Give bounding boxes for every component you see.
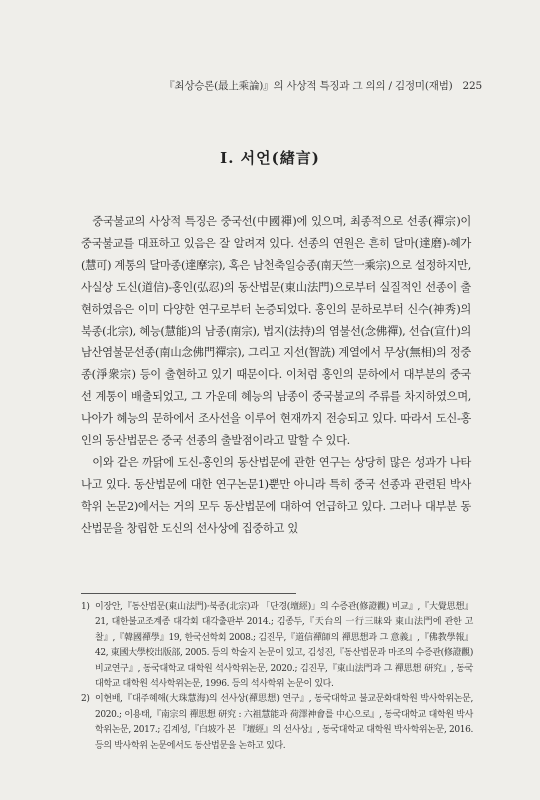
footnote-text: 이장안,『동산법문(東山法門)·북종(北宗)과 「단경(壇經)」의 수증관(修證觀) 비교』,『大覺思想』21, 대한불교조계종 대각회 대각출판부 2014.; 김종두,『天台의 一行三昧와 東山法門에 관한 고찰』,『韓國禪學』19, 한국선학회 2008.; 김진무,『道信禪師의 禪思想과 그 意義』,『佛教學報』42, 東國大學校出版部, 2005. 등의 학술지 논문이 있고, 김성진,『동산법문과 마조의 수증관(修證觀) 비교연구』, 동국대학교 대학원 석사학위논문, 2020.; 김진무,『東山法門과 그 禪思想 研究』, 동국대학교 대학원 석사학위논문, 1996. 등의 석사학위 논문이 있다. bbox=[95, 602, 473, 690]
body-text bbox=[81, 211, 471, 540]
footnote-number: 1) bbox=[81, 602, 90, 612]
body-paragraph-1: 중국불교의 사상적 특징은 중국선(中國禪)에 있으며, 최종적으로 선종(禪宗)이 중국불교를 대표하고 있음은 잘 알려져 있다. 선종의 연원은 흔히 달마(達磨)-혜가(慧可) 계통의 달마종(達摩宗), 혹은 남천축일승종(南天竺一乘宗)으로 설정하지만, 사실상 도신(道信)-홍인(弘忍)의 동산법문(東山法門)으로부터 실질적인 선종이 출현하였음은 이미 다양한 연구로부터 논증되었다. 홍인의 문하로부터 신수(神秀)의 북종(北宗), 혜능(慧能)의 남종(南宗), 법지(法持)의 염불선(念佛禪), 선습(宣什)의 남산염불문선종(南山念佛門禪宗), 그리고 지선(智詵) 계열에서 무상(無相)의 정중종(淨衆宗) 등이 출현하고 있기 때문이다. 이처럼 홍인의 문하에서 대부분의 중국선 계통이 배출되었고, 그 가운데 혜능의 남종이 중국불교의 주류를 차지하였으며, 나아가 혜능의 문하에서 조사선을 이루어 현재까지 전승되고 있다. 따라서 도신-홍인의 동산법문은 중국 선종의 출발점이라고 말할 수 있다. bbox=[81, 215, 471, 448]
footnote-1 bbox=[81, 600, 473, 692]
body-paragraph-2: 이와 같은 까닭에 도신-홍인의 동산법문에 관한 연구는 상당히 많은 성과가 나타나고 있다. 동산법문에 대한 연구논문1)뿐만 아니라 특히 중국 선종과 관련된 박사학위 논문2)에서는 거의 모두 동산법문에 대하여 언급하고 있다. 그러나 대부분 동산법문을 창립한 도신의 선사상에 집중하고 있 bbox=[81, 455, 471, 535]
footnotes bbox=[81, 600, 473, 754]
section-title: Ⅰ. 서언(緖言) bbox=[220, 149, 320, 167]
page-number: 225 bbox=[462, 80, 482, 92]
running-head bbox=[164, 78, 482, 93]
footnote-number: 2) bbox=[81, 694, 90, 705]
footnote-divider bbox=[81, 593, 296, 594]
running-head-title: 『최상승론(最上乘論)』의 사상적 특징과 그 의의 / 김정미(재범) bbox=[164, 80, 453, 92]
footnote-text: 이현배,『대주혜해(大珠慧海)의 선사상(禪思想) 연구』, 동국대학교 불교문화대학원 박사학위논문, 2020.; 이용태,『南宗의 禪思想 研究 : 六祖慧能과 荷澤神會를 中心으로』, 동국대학교 대학원 박사학위논문, 2017.; 김계성,『白坡가 본 『壇經』의 선사상』, 동국대학교 대학원 박사학위논문, 2016. 등의 박사학위 논문에서도 동산법문을 논하고 있다. bbox=[95, 694, 473, 751]
footnote-2 bbox=[81, 692, 473, 754]
